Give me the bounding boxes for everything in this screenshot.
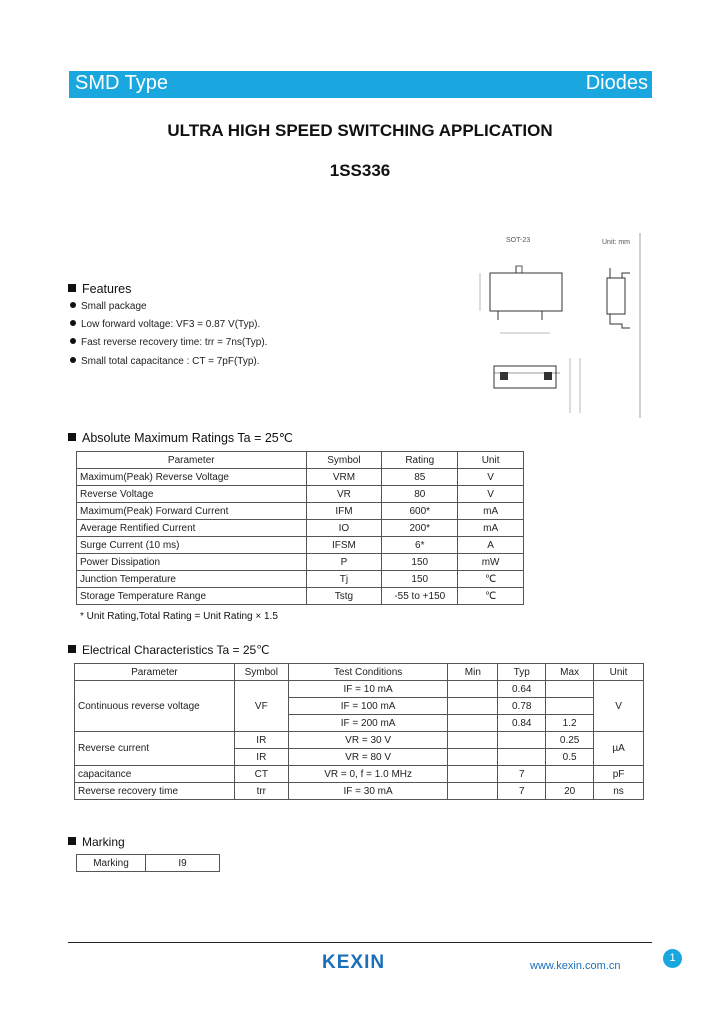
table-cell: 600* <box>382 503 458 520</box>
website-link[interactable]: www.kexin.com.cn <box>530 960 621 972</box>
table-row <box>77 486 524 503</box>
table-cell: IF = 10 mA <box>288 681 448 698</box>
part-number: 1SS336 <box>329 161 391 180</box>
table-cell: IR <box>234 749 288 766</box>
table-cell: CT <box>234 766 288 783</box>
header-cell: Symbol <box>234 664 288 681</box>
table-cell: V <box>594 681 644 732</box>
table-cell: I9 <box>146 855 220 872</box>
table-cell: IF = 100 mA <box>288 698 448 715</box>
table-cell: mW <box>458 554 524 571</box>
marking-heading-text: Marking <box>82 835 125 849</box>
table-row <box>75 732 644 749</box>
table-cell: 0.84 <box>498 715 546 732</box>
table-cell: VR = 80 V <box>288 749 448 766</box>
page-title: ULTRA HIGH SPEED SWITCHING APPLICATION <box>167 121 553 140</box>
header-cell: Parameter <box>77 452 307 469</box>
table-cell: IO <box>306 520 382 537</box>
feature-text: Small total capacitance : CT = 7pF(Typ). <box>81 356 260 367</box>
elec-heading-text: Electrical Characteristics Ta = 25℃ <box>82 643 270 657</box>
table-cell <box>546 698 594 715</box>
table-cell: IF = 200 mA <box>288 715 448 732</box>
table-cell: P <box>306 554 382 571</box>
table-cell <box>448 681 498 698</box>
table-cell: IR <box>234 732 288 749</box>
table-cell: 20 <box>546 783 594 800</box>
abs-max-table <box>76 451 524 605</box>
table-cell: Maximum(Peak) Reverse Voltage <box>77 469 307 486</box>
table-cell: 1.2 <box>546 715 594 732</box>
table-cell: Storage Temperature Range <box>77 588 307 605</box>
table-cell: 7 <box>498 766 546 783</box>
marking-table <box>76 854 220 872</box>
table-cell: Junction Temperature <box>77 571 307 588</box>
table-cell <box>448 698 498 715</box>
table-cell: VR = 0, f = 1.0 MHz <box>288 766 448 783</box>
table-cell: pF <box>594 766 644 783</box>
bullet-square-icon <box>68 284 76 292</box>
table-row <box>77 855 220 872</box>
table-cell: Tj <box>306 571 382 588</box>
table-cell <box>546 766 594 783</box>
table-row <box>75 681 644 698</box>
feature-text: Low forward voltage: VF3 = 0.87 V(Typ). <box>81 319 261 330</box>
table-cell: 0.25 <box>546 732 594 749</box>
table-row <box>77 588 524 605</box>
table-cell: VRM <box>306 469 382 486</box>
table-cell: mA <box>458 520 524 537</box>
table-cell <box>498 732 546 749</box>
table-cell: 150 <box>382 571 458 588</box>
marking-heading <box>68 835 125 849</box>
table-cell: Tstg <box>306 588 382 605</box>
table-cell <box>448 732 498 749</box>
feature-text: Small package <box>81 301 147 312</box>
table-row <box>75 766 644 783</box>
header-cell: Parameter <box>75 664 235 681</box>
features-heading <box>68 282 131 296</box>
header-cell: Test Conditions <box>288 664 448 681</box>
header-cell: Min <box>448 664 498 681</box>
table-cell: Maximum(Peak) Forward Current <box>77 503 307 520</box>
rating-note: * Unit Rating,Total Rating = Unit Rating × 1.5 <box>80 611 278 622</box>
abs-max-heading-text: Absolute Maximum Ratings Ta = 25℃ <box>82 431 293 445</box>
header-banner <box>69 71 652 98</box>
feature-item <box>70 356 260 367</box>
table-cell <box>546 681 594 698</box>
table-cell: V <box>458 469 524 486</box>
feature-text: Fast reverse recovery time: trr = 7ns(Typ). <box>81 337 268 348</box>
table-cell: IFSM <box>306 537 382 554</box>
bullet-dot-icon <box>70 320 76 326</box>
header-cell: Typ <box>498 664 546 681</box>
feature-item <box>70 337 267 348</box>
table-cell: 6* <box>382 537 458 554</box>
table-cell: 150 <box>382 554 458 571</box>
table-cell: ℃ <box>458 588 524 605</box>
unit-label: Unit: mm <box>602 239 630 246</box>
table-cell: 85 <box>382 469 458 486</box>
table-row <box>75 783 644 800</box>
footer-divider <box>68 942 652 943</box>
package-label: SOT-23 <box>506 237 531 244</box>
table-header-row <box>75 664 644 681</box>
table-cell: 0.78 <box>498 698 546 715</box>
table-cell: 7 <box>498 783 546 800</box>
bullet-dot-icon <box>70 302 76 308</box>
features-heading-text: Features <box>82 282 132 296</box>
table-cell: Average Rentified Current <box>77 520 307 537</box>
table-cell <box>498 749 546 766</box>
table-cell: Surge Current (10 ms) <box>77 537 307 554</box>
table-cell <box>448 715 498 732</box>
table-cell: VR = 30 V <box>288 732 448 749</box>
abs-max-heading <box>68 430 293 445</box>
header-cell: Symbol <box>306 452 382 469</box>
table-cell: VR <box>306 486 382 503</box>
table-cell: capacitance <box>75 766 235 783</box>
table-cell: 0.5 <box>546 749 594 766</box>
table-cell: V <box>458 486 524 503</box>
table-cell: IFM <box>306 503 382 520</box>
table-cell: Power Dissipation <box>77 554 307 571</box>
table-cell: IF = 30 mA <box>288 783 448 800</box>
header-cell: Unit <box>458 452 524 469</box>
table-row <box>77 520 524 537</box>
table-row <box>77 537 524 554</box>
header-cell: Max <box>546 664 594 681</box>
table-header-row <box>77 452 524 469</box>
bullet-square-icon <box>68 645 76 653</box>
feature-item <box>70 301 147 312</box>
bullet-dot-icon <box>70 357 76 363</box>
kexin-logo: KEXIN <box>322 952 386 973</box>
table-cell <box>448 749 498 766</box>
table-cell: Reverse current <box>75 732 235 766</box>
table-cell: VF <box>234 681 288 732</box>
table-cell: -55 to +150 <box>382 588 458 605</box>
table-row <box>77 503 524 520</box>
package-outline-diagram <box>470 228 650 418</box>
table-cell: A <box>458 537 524 554</box>
table-cell: µA <box>594 732 644 766</box>
table-cell <box>448 783 498 800</box>
elec-heading <box>68 643 270 657</box>
table-cell: ns <box>594 783 644 800</box>
table-row <box>77 571 524 588</box>
header-left: SMD Type <box>75 72 168 94</box>
header-cell: Unit <box>594 664 644 681</box>
table-cell: trr <box>234 783 288 800</box>
elec-table <box>74 663 644 800</box>
table-cell: Marking <box>77 855 146 872</box>
table-cell: Reverse Voltage <box>77 486 307 503</box>
table-row <box>77 554 524 571</box>
table-cell: Continuous reverse voltage <box>75 681 235 732</box>
bullet-square-icon <box>68 837 76 845</box>
table-cell: 200* <box>382 520 458 537</box>
table-cell: Reverse recovery time <box>75 783 235 800</box>
table-cell: 80 <box>382 486 458 503</box>
page-number: 1 <box>663 949 682 968</box>
table-cell: 0.64 <box>498 681 546 698</box>
table-cell: ℃ <box>458 571 524 588</box>
table-row <box>77 469 524 486</box>
header-cell: Rating <box>382 452 458 469</box>
bullet-square-icon <box>68 433 76 441</box>
header-right: Diodes <box>585 72 648 94</box>
feature-item <box>70 319 260 330</box>
bullet-dot-icon <box>70 338 76 344</box>
table-cell <box>448 766 498 783</box>
table-cell: mA <box>458 503 524 520</box>
